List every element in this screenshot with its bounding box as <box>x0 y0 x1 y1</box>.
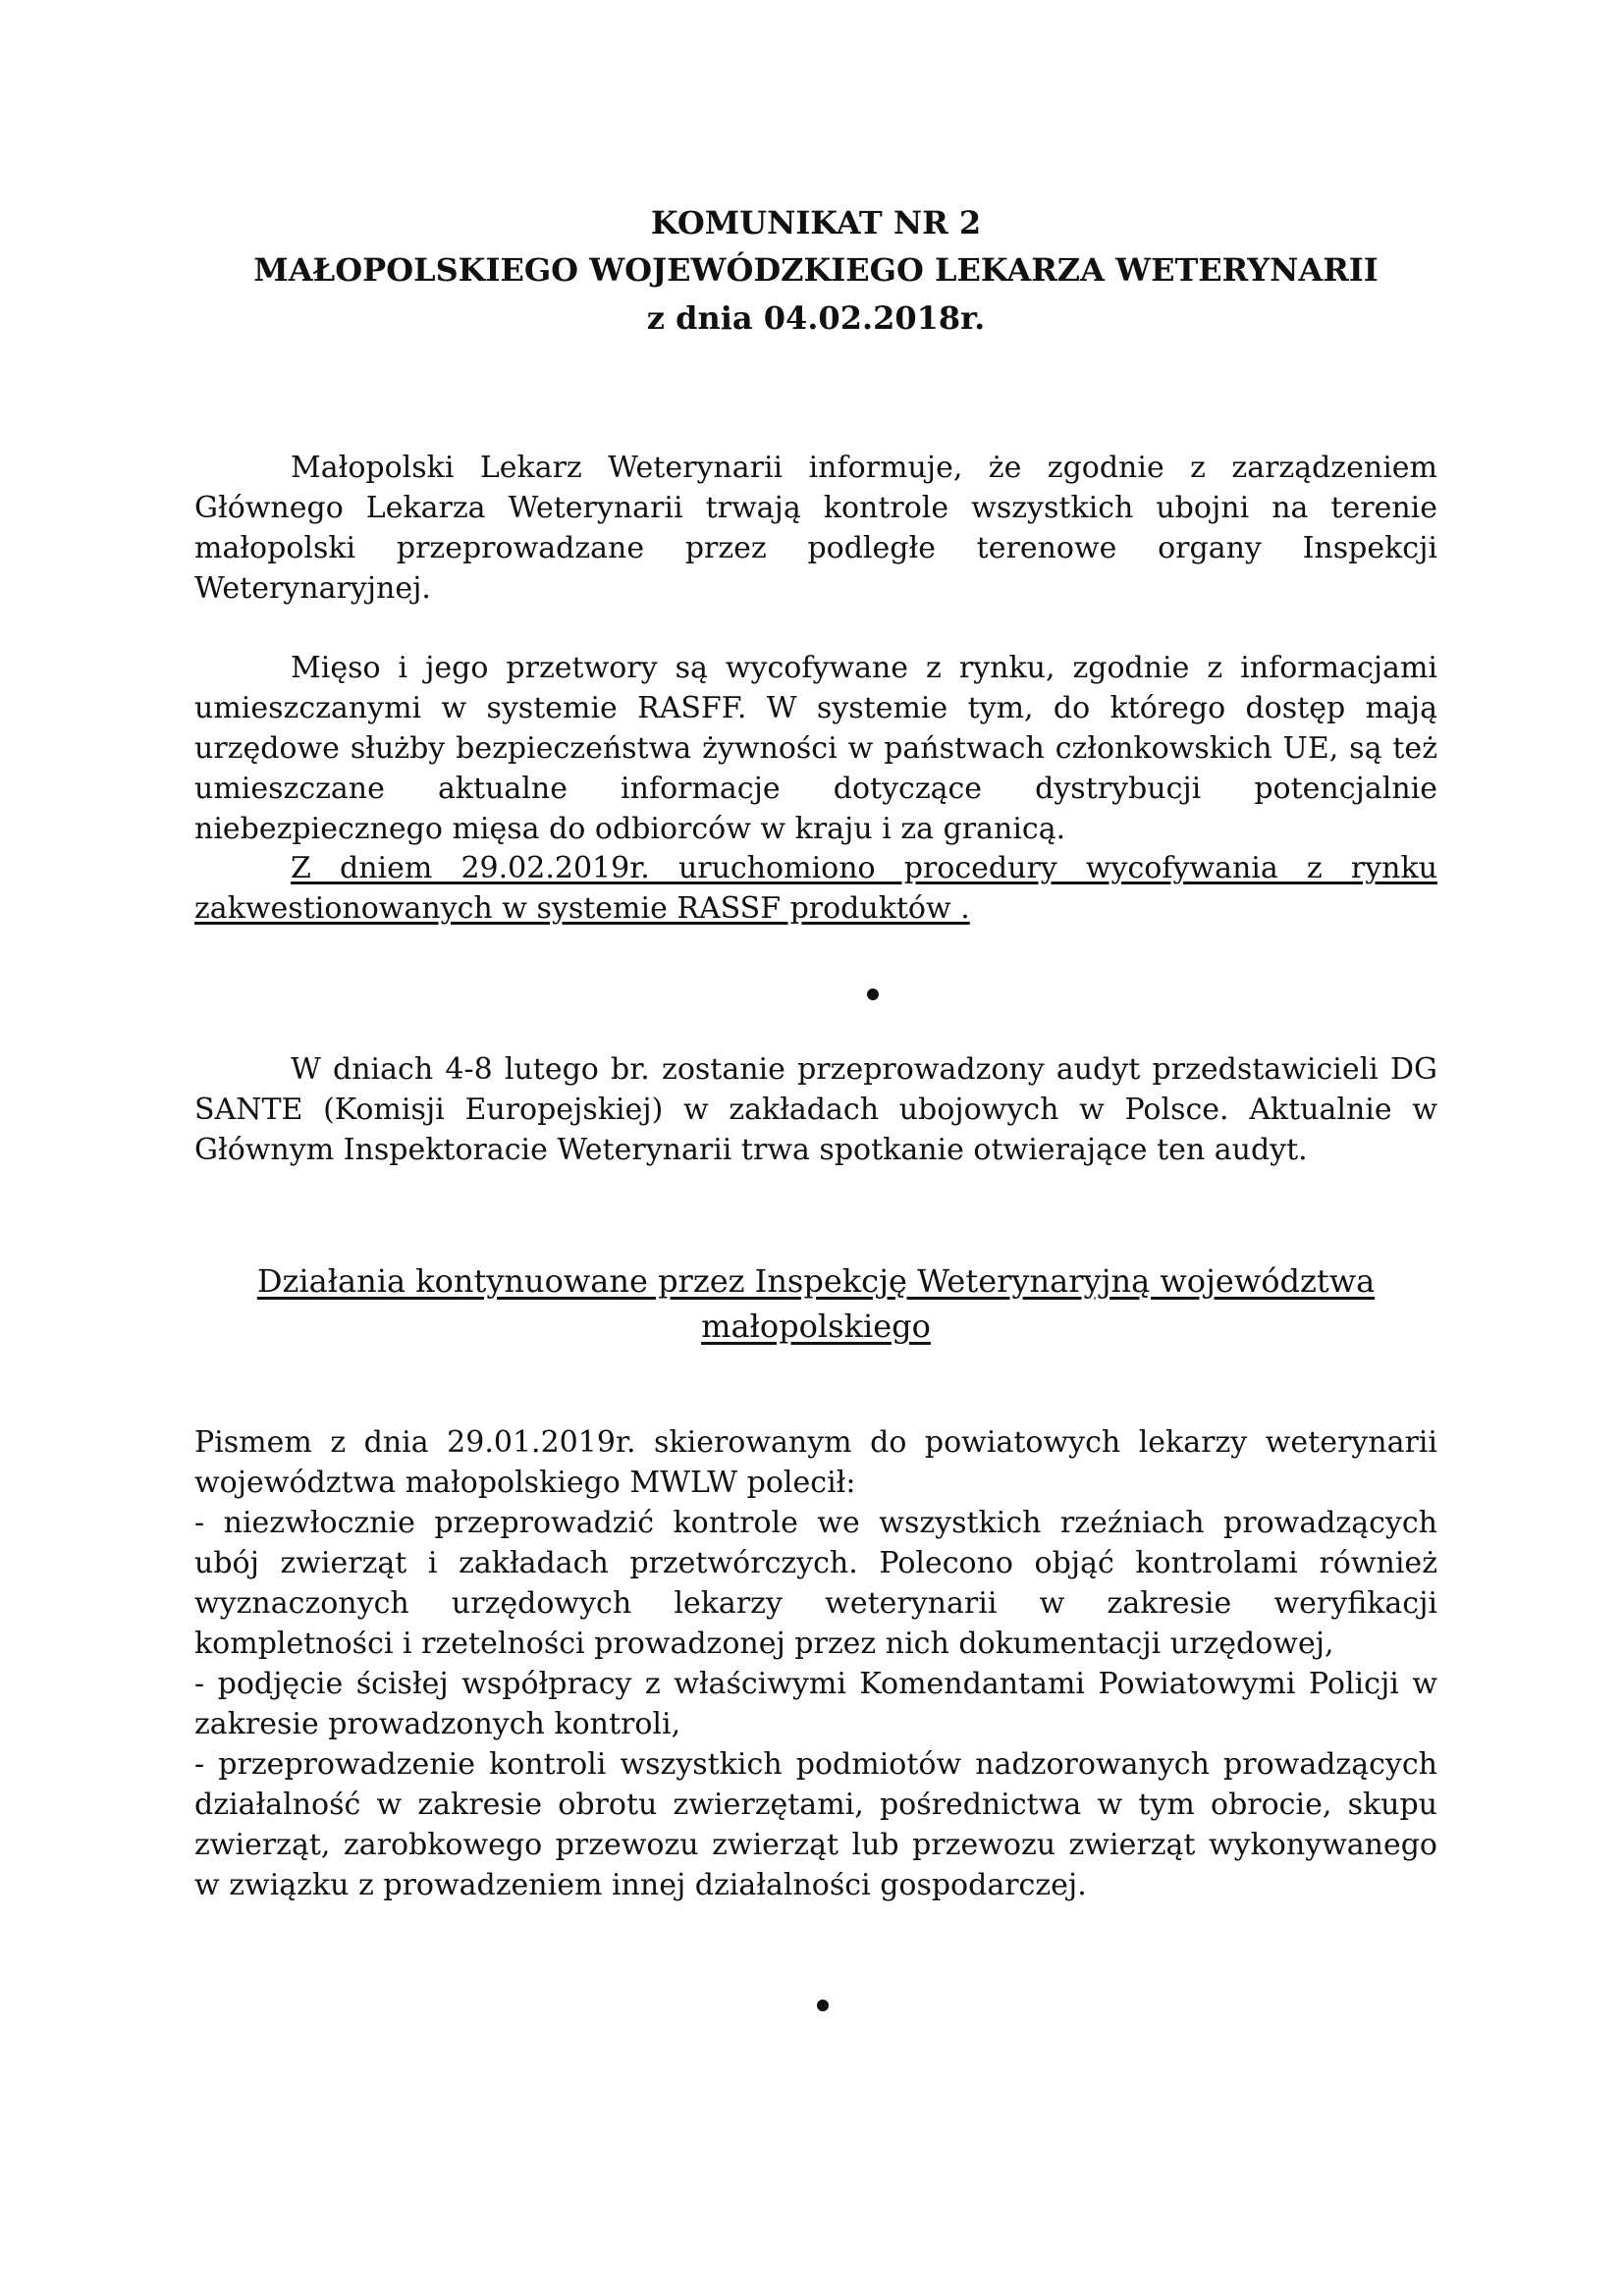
header-line-2: MAŁOPOLSKIEGO WOJEWÓDZKIEGO LEKARZA WETERYNARII <box>253 251 1379 289</box>
section-intro: Pismem z dnia 29.01.2019r. skierowanym do powiatowych lekarzy weterynarii województwa małopolskiego MWLW polecił: <box>194 1425 1437 1500</box>
section-title-line-2: małopolskiego <box>701 1308 931 1345</box>
paragraph-1: Małopolski Lekarz Weterynarii informuje, że zgodnie z zarządzeniem Głównego Lekarza Weterynarii trwają kontrole wszystkich ubojni na terenie małopolski przeprowadzane przez podległe terenowe organy Inspekcji Weterynaryjnej. <box>194 451 1437 606</box>
bullet-dot-1 <box>867 988 879 1000</box>
list-item-3: - przeprowadzenie kontroli wszystkich podmiotów nadzorowanych prowadzących działalność w zakresie obrotu zwierzętami, pośrednictwa w tym obrocie, skupu zwierząt, zarobkowego przewozu zwierząt lub przewozu zwierząt wykonywanego w związku z prowadzeniem innej działalności gospodarczej. <box>194 1747 1437 1902</box>
header-line-3: z dnia 04.02.2018r. <box>646 299 986 337</box>
section-title-line-1: Działania kontynuowane przez Inspekcję Weterynaryjną województwa <box>256 1262 1376 1300</box>
list-item-2: - podjęcie ścisłej współpracy z właściwymi Komendantami Powiatowymi Policji w zakresie prowadzonych kontroli, <box>194 1667 1437 1741</box>
bullet-dot-2 <box>817 2000 829 2011</box>
paragraph-3: Z dniem 29.02.2019r. uruchomiono procedury wycofywania z rynku zakwestionowanych w systemie RASSF produktów . <box>194 851 1437 926</box>
paragraph-4: W dniach 4-8 lutego br. zostanie przeprowadzony audyt przedstawicieli DG SANTE (Komisji Europejskiej) w zakładach ubojowych w Polsce. Aktualnie w Głównym Inspektoracie Weterynarii trwa spotkanie otwierające ten audyt. <box>194 1052 1437 1167</box>
header-line-1: KOMUNIKAT NR 2 <box>650 204 982 241</box>
paragraph-2: Mięso i jego przetwory są wycofywane z rynku, zgodnie z informacjami umieszczanymi w systemie RASFF. W systemie tym, do którego dostęp mają urzędowe służby bezpieczeństwa żywności w państwach członkowskich UE, są też umieszczane aktualne informacje dotyczące dystrybucji potencjalnie niebezpiecznego mięsa do odbiorców w kraju i za granicą. <box>194 651 1437 846</box>
list-item-1: - niezwłocznie przeprowadzić kontrole we wszystkich rzeźniach prowadzących ubój zwierząt i zakładach przetwórczych. Polecono objąć kontrolami również wyznaczonych urzędowych lekarzy weterynarii w zakresie weryfikacji kompletności i rzetelności prowadzonej przez nich dokumentacji urzędowej, <box>194 1506 1437 1661</box>
